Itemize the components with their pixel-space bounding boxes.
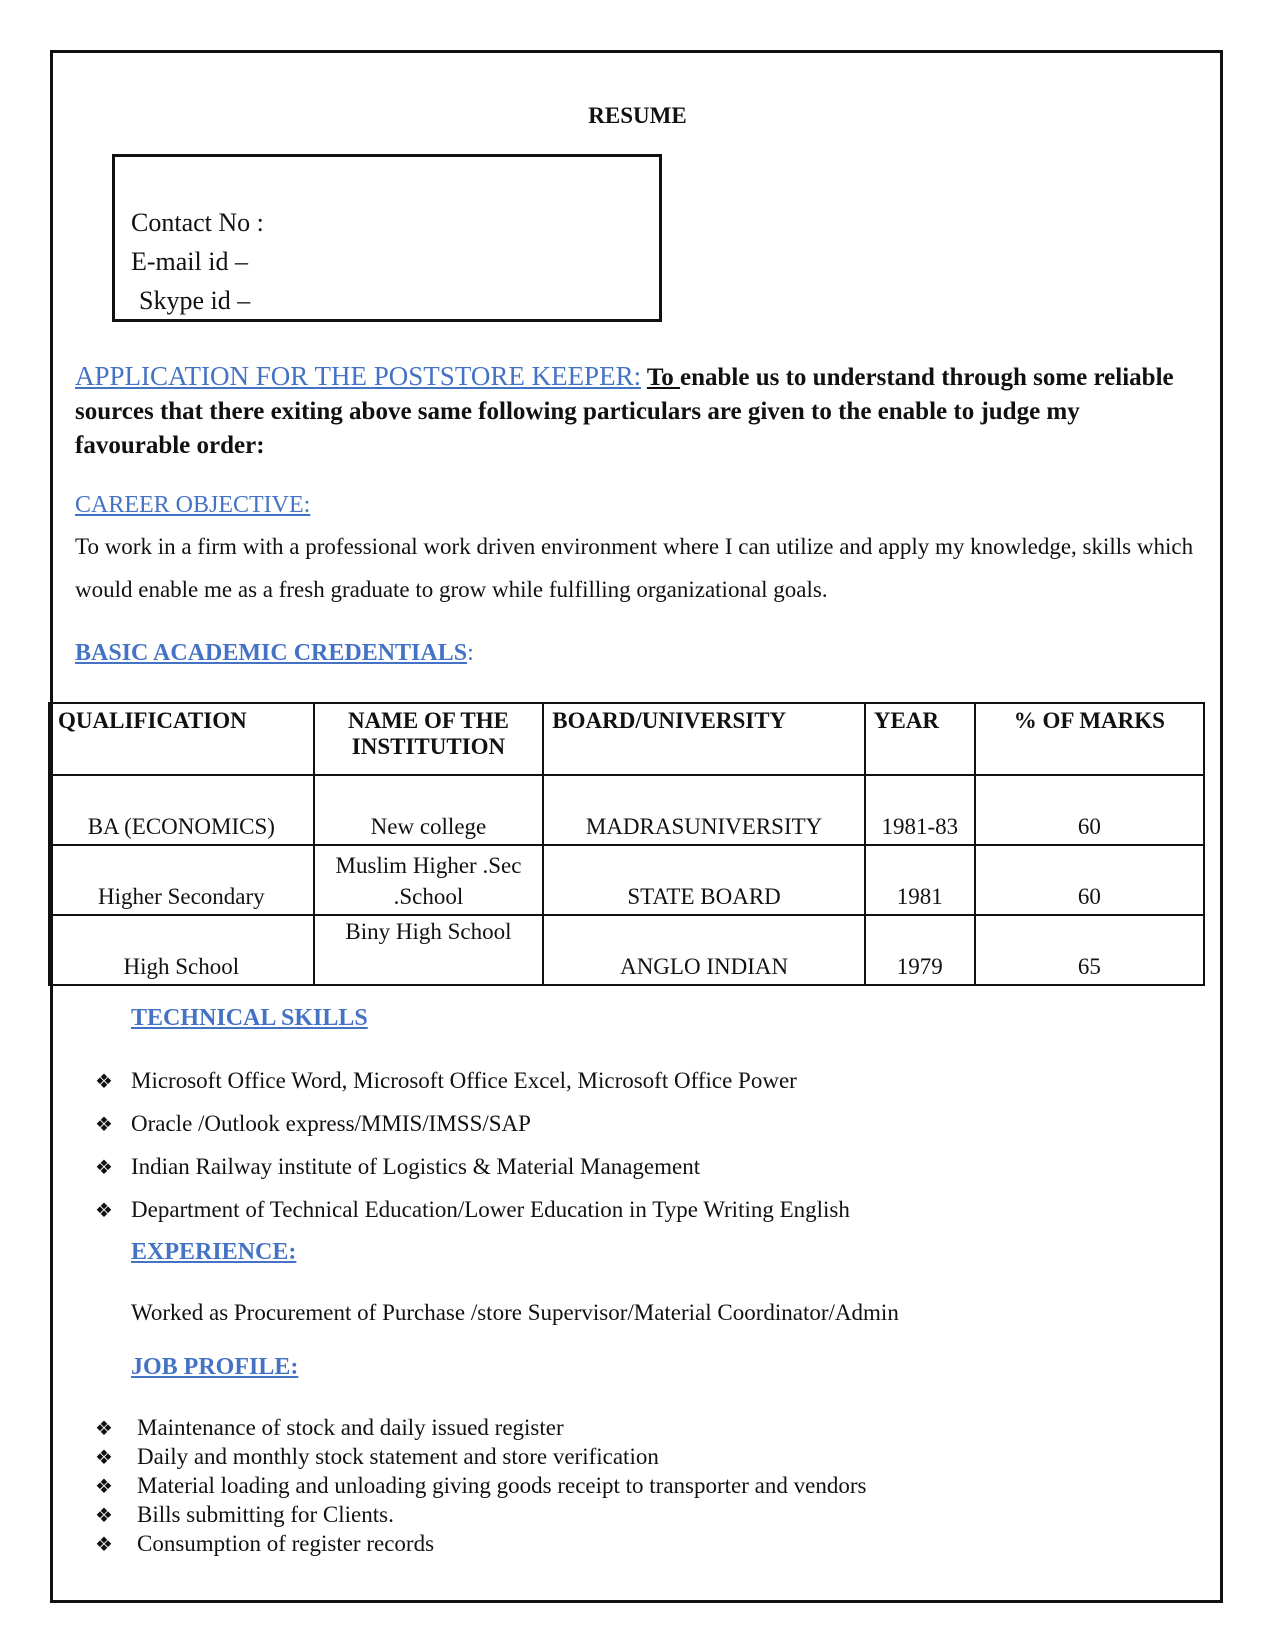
diamond-bullet-icon: ❖ xyxy=(95,1534,113,1556)
job-text: Maintenance of stock and daily issued register xyxy=(137,1415,564,1440)
application-line1: enable us to understand through some reliable xyxy=(680,364,1174,391)
job-profile-heading: JOB PROFILE: xyxy=(131,1354,299,1380)
diamond-bullet-icon: ❖ xyxy=(95,1071,113,1093)
contact-number: Contact No : xyxy=(131,208,264,237)
technical-skills-heading: TECHNICAL SKILLS xyxy=(131,1005,368,1031)
cell-institution: New college xyxy=(314,775,544,845)
job-text: Consumption of register records xyxy=(137,1531,435,1556)
diamond-bullet-icon: ❖ xyxy=(95,1447,113,1469)
cell-marks: 60 xyxy=(975,845,1204,915)
credentials-heading-wrap xyxy=(75,640,474,667)
list-item xyxy=(95,1151,850,1194)
credentials-heading: BASIC ACADEMIC CREDENTIALS xyxy=(75,640,468,666)
diamond-bullet-icon: ❖ xyxy=(95,1476,113,1498)
job-text: Daily and monthly stock statement and store verification xyxy=(137,1444,659,1469)
cell-board: ANGLO INDIAN xyxy=(543,915,865,985)
job-text: Material loading and unloading giving goods receipt to transporter and vendors xyxy=(137,1473,867,1498)
cell-qualification: BA (ECONOMICS) xyxy=(49,775,314,845)
experience-text: Worked as Procurement of Purchase /store Supervisor/Material Coordinator/Admin xyxy=(131,1300,899,1325)
application-statement xyxy=(75,359,1195,463)
application-line2: sources that there exiting above same following particulars are given to the enable to judge my favourable order: xyxy=(75,398,1080,459)
diamond-bullet-icon: ❖ xyxy=(95,1200,113,1222)
list-item xyxy=(95,1194,850,1237)
document-title: RESUME xyxy=(588,103,687,128)
skill-text: Indian Railway institute of Logistics & Material Management xyxy=(131,1154,701,1179)
credentials-heading-colon: : xyxy=(467,640,474,666)
header-institution: NAME OF THE INSTITUTION xyxy=(314,703,544,775)
table-header-row xyxy=(49,703,1204,775)
cell-year: 1981 xyxy=(865,845,975,915)
cell-year: 1979 xyxy=(865,915,975,985)
list-item xyxy=(95,1471,866,1500)
skill-text: Department of Technical Education/Lower Education in Type Writing English xyxy=(131,1197,850,1222)
cell-marks: 60 xyxy=(975,775,1204,845)
cell-year: 1981-83 xyxy=(865,775,975,845)
skill-text: Microsoft Office Word, Microsoft Office Excel, Microsoft Office Power xyxy=(131,1068,797,1093)
header-board: BOARD/UNIVERSITY xyxy=(543,703,865,775)
application-heading: APPLICATION FOR THE POSTSTORE KEEPER: xyxy=(75,361,642,391)
list-item xyxy=(95,1442,866,1471)
email-id: E-mail id – xyxy=(131,247,248,276)
diamond-bullet-icon: ❖ xyxy=(95,1418,113,1440)
skill-text: Oracle /Outlook express/MMIS/IMSS/SAP xyxy=(131,1111,531,1136)
header-year: YEAR xyxy=(865,703,975,775)
cell-institution: Muslim Higher .Sec .School xyxy=(314,845,544,915)
technical-skills-list xyxy=(95,1065,850,1237)
list-item xyxy=(95,1500,866,1529)
cell-qualification: Higher Secondary xyxy=(49,845,314,915)
list-item xyxy=(95,1413,866,1442)
list-item xyxy=(95,1065,850,1108)
diamond-bullet-icon: ❖ xyxy=(95,1114,113,1136)
list-item xyxy=(95,1108,850,1151)
cell-qualification: High School xyxy=(49,915,314,985)
cell-board: STATE BOARD xyxy=(543,845,865,915)
job-text: Bills submitting for Clients. xyxy=(137,1502,394,1527)
skype-id: Skype id – xyxy=(139,286,251,315)
table-row xyxy=(49,845,1204,915)
table-row xyxy=(49,775,1204,845)
table-row xyxy=(49,915,1204,985)
cell-institution: Biny High School xyxy=(314,915,544,985)
list-item xyxy=(95,1529,866,1558)
experience-heading: EXPERIENCE: xyxy=(131,1239,297,1265)
header-marks: % OF MARKS xyxy=(975,703,1204,775)
application-to: To xyxy=(646,364,681,391)
contact-box xyxy=(112,154,662,322)
career-objective-heading: CAREER OBJECTIVE: xyxy=(75,492,311,518)
credentials-table xyxy=(48,702,1205,986)
job-profile-list xyxy=(95,1413,866,1558)
diamond-bullet-icon: ❖ xyxy=(95,1157,113,1179)
diamond-bullet-icon: ❖ xyxy=(95,1505,113,1527)
header-qualification: QUALIFICATION xyxy=(49,703,314,775)
career-objective-text: To work in a firm with a professional work driven environment where I can utilize and apply my knowledge, skills which would enable me as a fresh graduate to grow while fulfilling organizational goals. xyxy=(75,534,1194,602)
cell-board: MADRASUNIVERSITY xyxy=(543,775,865,845)
cell-marks: 65 xyxy=(975,915,1204,985)
